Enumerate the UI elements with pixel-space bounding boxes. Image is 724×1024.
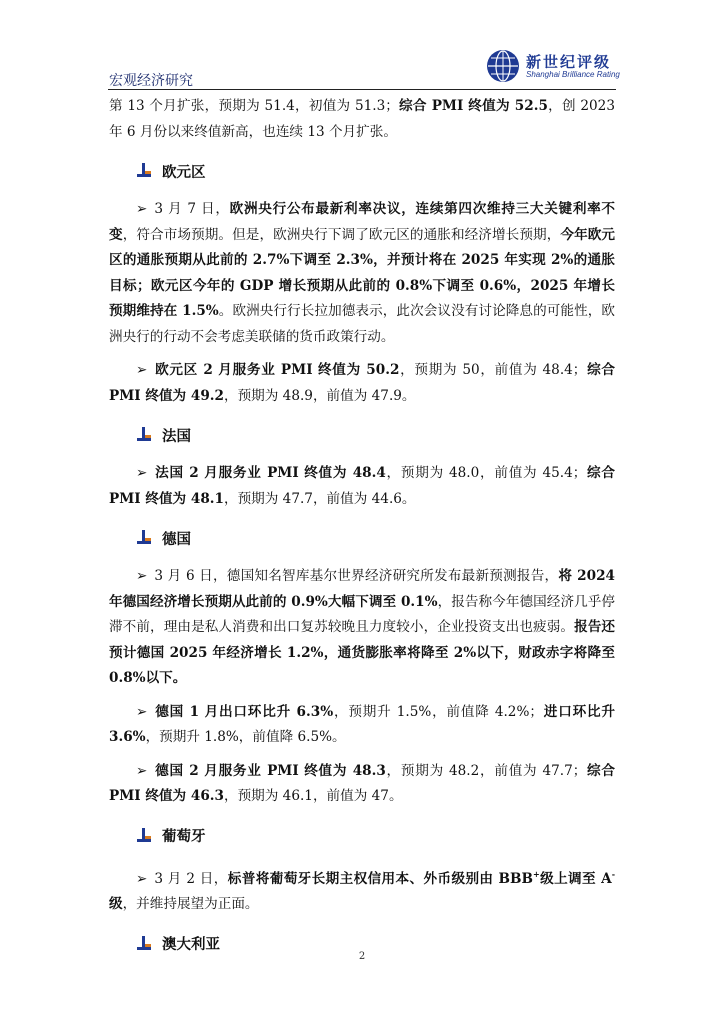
- company-logo: [486, 48, 626, 84]
- bold-text: 德国 2 月服务业 PMI 终值为 48.3: [154, 762, 386, 779]
- arrow-bullet-icon: ➢: [136, 362, 148, 378]
- arrow-bullet-icon: ➢: [136, 201, 148, 217]
- arrow-bullet-icon: ➢: [136, 465, 148, 481]
- logo-chinese-name: 新世纪评级: [526, 53, 612, 71]
- section-bullet-icon: [136, 427, 152, 443]
- germany-item-trade: [109, 700, 615, 751]
- text-span: ，预期为 50，前值为 48.4；: [399, 362, 587, 378]
- bold-text: 欧元区 2 月服务业 PMI 终值为 50.2: [154, 362, 400, 378]
- bold-text: 欧洲央行公布最新利率决议，连续第四次维持三大关键利率不变: [109, 201, 616, 243]
- text-span: ，创 2023 年 6 月份以来终值新高，也连续 13 个月扩张。: [109, 98, 615, 140]
- globe-logo-icon: [486, 49, 520, 83]
- text-span: 。欧洲央行行长拉加德表示，此次会议没有讨论降息的可能性，欧洲央行的行动不会考虑美联储的货币政策行动。: [109, 303, 615, 345]
- section-heading-text: 欧元区: [162, 163, 206, 181]
- page-number: 2: [358, 951, 366, 962]
- section-heading-text: 葡萄牙: [162, 828, 206, 845]
- bold-text: 报告还预计德国 2025 年经济增长 1.2%，通货膨胀率将降至 2%以下，财政赤字将降至 0.8%以下。: [109, 619, 616, 686]
- bold-text: 综合 PMI 终值为 46.3: [109, 762, 615, 804]
- section-heading-germany: [109, 525, 615, 551]
- superscript-text: +: [533, 868, 540, 879]
- section-bullet-icon: [136, 530, 152, 546]
- bold-text: 级: [109, 896, 123, 912]
- text-span: 第 13 个月扩张，预期为 51.4，初值为 51.3；: [109, 98, 399, 114]
- bold-text: 综合 PMI 终值为 52.5: [398, 98, 548, 114]
- eurozone-item-ecb: [109, 197, 615, 350]
- section-bullet-icon: [136, 163, 152, 179]
- section-bullet-icon: [136, 936, 152, 952]
- arrow-bullet-icon: ➢: [136, 568, 148, 584]
- page-content: [109, 94, 615, 957]
- bold-text: 综合 PMI 终值为 48.1: [109, 465, 615, 507]
- bold-text: 标普将葡萄牙长期主权信用本、外币级别由 BBB: [227, 870, 533, 887]
- arrow-bullet-icon: ➢: [136, 870, 148, 887]
- germany-item-pmi: [109, 759, 615, 810]
- bold-text: 法国 2 月服务业 PMI 终值为 48.4: [154, 465, 386, 481]
- section-bullet-icon: [136, 828, 152, 844]
- text-span: ，预期升 1.5%，前值降 4.2%；: [333, 703, 543, 720]
- header-divider: [108, 89, 616, 90]
- germany-item-forecast: [109, 564, 615, 692]
- section-heading-text: 澳大利亚: [162, 936, 220, 953]
- superscript-text: -: [611, 868, 616, 879]
- bold-text: 今年欧元区的通胀预期从此前的 2.7%下调至 2.3%，并预计将在 2025 年实现 2%的通胀目标；欧元区今年的 GDP 增长预期从此前的 0.8%下调至 0.6%，2025 年增长预期维持在 1.5%: [109, 226, 616, 319]
- bold-text: 综合 PMI 终值为 49.2: [109, 362, 615, 404]
- intro-paragraph: [109, 94, 615, 145]
- report-section-title: 宏观经济研究: [109, 73, 193, 89]
- eurozone-item-pmi: [109, 358, 615, 409]
- text-span: ，预期升 1.8%，前值降 6.5%。: [145, 729, 346, 745]
- section-heading-text: 德国: [162, 530, 191, 548]
- text-span: ，预期为 48.9，前值为 47.9。: [223, 387, 416, 404]
- text-span: 3 月 6 日，德国知名智库基尔世界经济研究所发布最新预测报告，: [154, 568, 559, 584]
- text-span: ，符合市场预期。但是，欧洲央行下调了欧元区的通胀和经济增长预期，: [122, 226, 561, 243]
- portugal-item-rating: [109, 862, 615, 918]
- text-span: ，预期为 48.0，前值为 45.4；: [385, 465, 587, 481]
- bold-text: 德国 1 月出口环比升 6.3%: [154, 703, 334, 720]
- section-heading-text: 法国: [162, 427, 191, 445]
- bold-text: 级上调至 A: [539, 870, 612, 887]
- text-span: 3 月 2 日，: [154, 870, 228, 887]
- arrow-bullet-icon: ➢: [136, 762, 148, 779]
- logo-english-name: Shanghai Brilliance Rating: [526, 70, 620, 79]
- text-span: ，预期为 48.2，前值为 47.7；: [385, 762, 587, 779]
- text-span: ，预期为 47.7，前值为 44.6。: [223, 490, 416, 507]
- text-span: ，预期为 46.1，前值为 47。: [223, 788, 403, 804]
- section-heading-portugal: [109, 823, 615, 849]
- bold-text: 将 2024 年德国经济增长预期从此前的 0.9%大幅下调至 0.1%: [109, 568, 615, 610]
- france-item-pmi: [109, 461, 615, 512]
- bold-text: 进口环比升 3.6%: [109, 703, 616, 745]
- section-heading-eurozone: [109, 158, 615, 184]
- text-span: ，报告称今年德国经济几乎停滞不前，理由是私人消费和出口复苏较晚且力度较小，企业投资支出也疲弱。: [109, 593, 615, 635]
- text-span: ，并维持展望为正面。: [122, 896, 259, 912]
- text-span: 3 月 7 日，: [154, 201, 230, 217]
- section-heading-france: [109, 422, 615, 448]
- arrow-bullet-icon: ➢: [136, 703, 148, 720]
